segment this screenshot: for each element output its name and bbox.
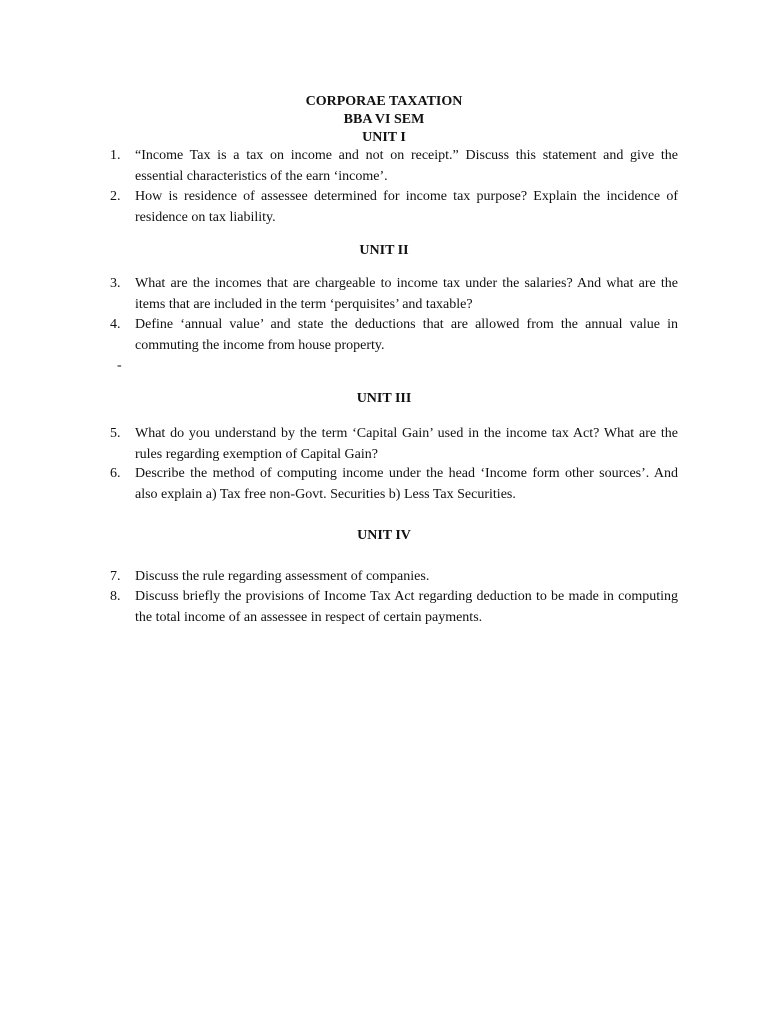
question-6 — [110, 464, 678, 505]
question-number: 7. — [110, 569, 121, 584]
unit-1-heading: UNIT I — [362, 130, 406, 145]
question-5 — [110, 424, 678, 465]
unit-3-heading: UNIT III — [356, 391, 412, 406]
question-8 — [110, 587, 678, 628]
unit-2-heading: UNIT II — [359, 243, 409, 258]
question-3 — [110, 274, 678, 315]
question-2 — [110, 187, 678, 228]
question-number: 5. — [110, 426, 121, 441]
stray-dash: - — [117, 358, 122, 373]
question-text: How is residence of assessee determined for income tax purpose? Explain the incidence of residence on tax liability. — [135, 189, 678, 225]
question-number: 6. — [110, 466, 121, 481]
question-text: Discuss the rule regarding assessment of companies. — [135, 569, 430, 584]
question-7 — [110, 567, 678, 588]
question-text: Discuss briefly the provisions of Income Tax Act regarding deduction to be made in computing the total income of an assessee in respect of certain payments. — [135, 589, 678, 625]
question-text: Describe the method of computing income under the head ‘Income form other sources’. And also explain a) Tax free non-Govt. Securities b) Less Tax Securities. — [135, 466, 678, 502]
unit-4-heading: UNIT IV — [357, 528, 411, 543]
question-text: “Income Tax is a tax on income and not on receipt.” Discuss this statement and give the essential characteristics of the earn ‘income’. — [135, 148, 678, 184]
question-1 — [110, 146, 678, 187]
question-text: What do you understand by the term ‘Capital Gain’ used in the income tax Act? What are the rules regarding exemption of Capital Gain? — [135, 426, 678, 462]
question-text: What are the incomes that are chargeable to income tax under the salaries? And what are the items that are included in the term ‘perquisites’ and taxable? — [135, 276, 678, 312]
question-number: 1. — [110, 148, 121, 163]
question-number: 4. — [110, 317, 121, 332]
question-text: Define ‘annual value’ and state the deductions that are allowed from the annual value in commuting the income from house property. — [135, 317, 678, 353]
question-4 — [110, 315, 678, 356]
question-number: 2. — [110, 189, 121, 204]
question-number: 3. — [110, 276, 121, 291]
course-label: BBA VI SEM — [343, 112, 425, 127]
question-number: 8. — [110, 589, 121, 604]
document-title: CORPORAE TAXATION — [305, 94, 463, 109]
